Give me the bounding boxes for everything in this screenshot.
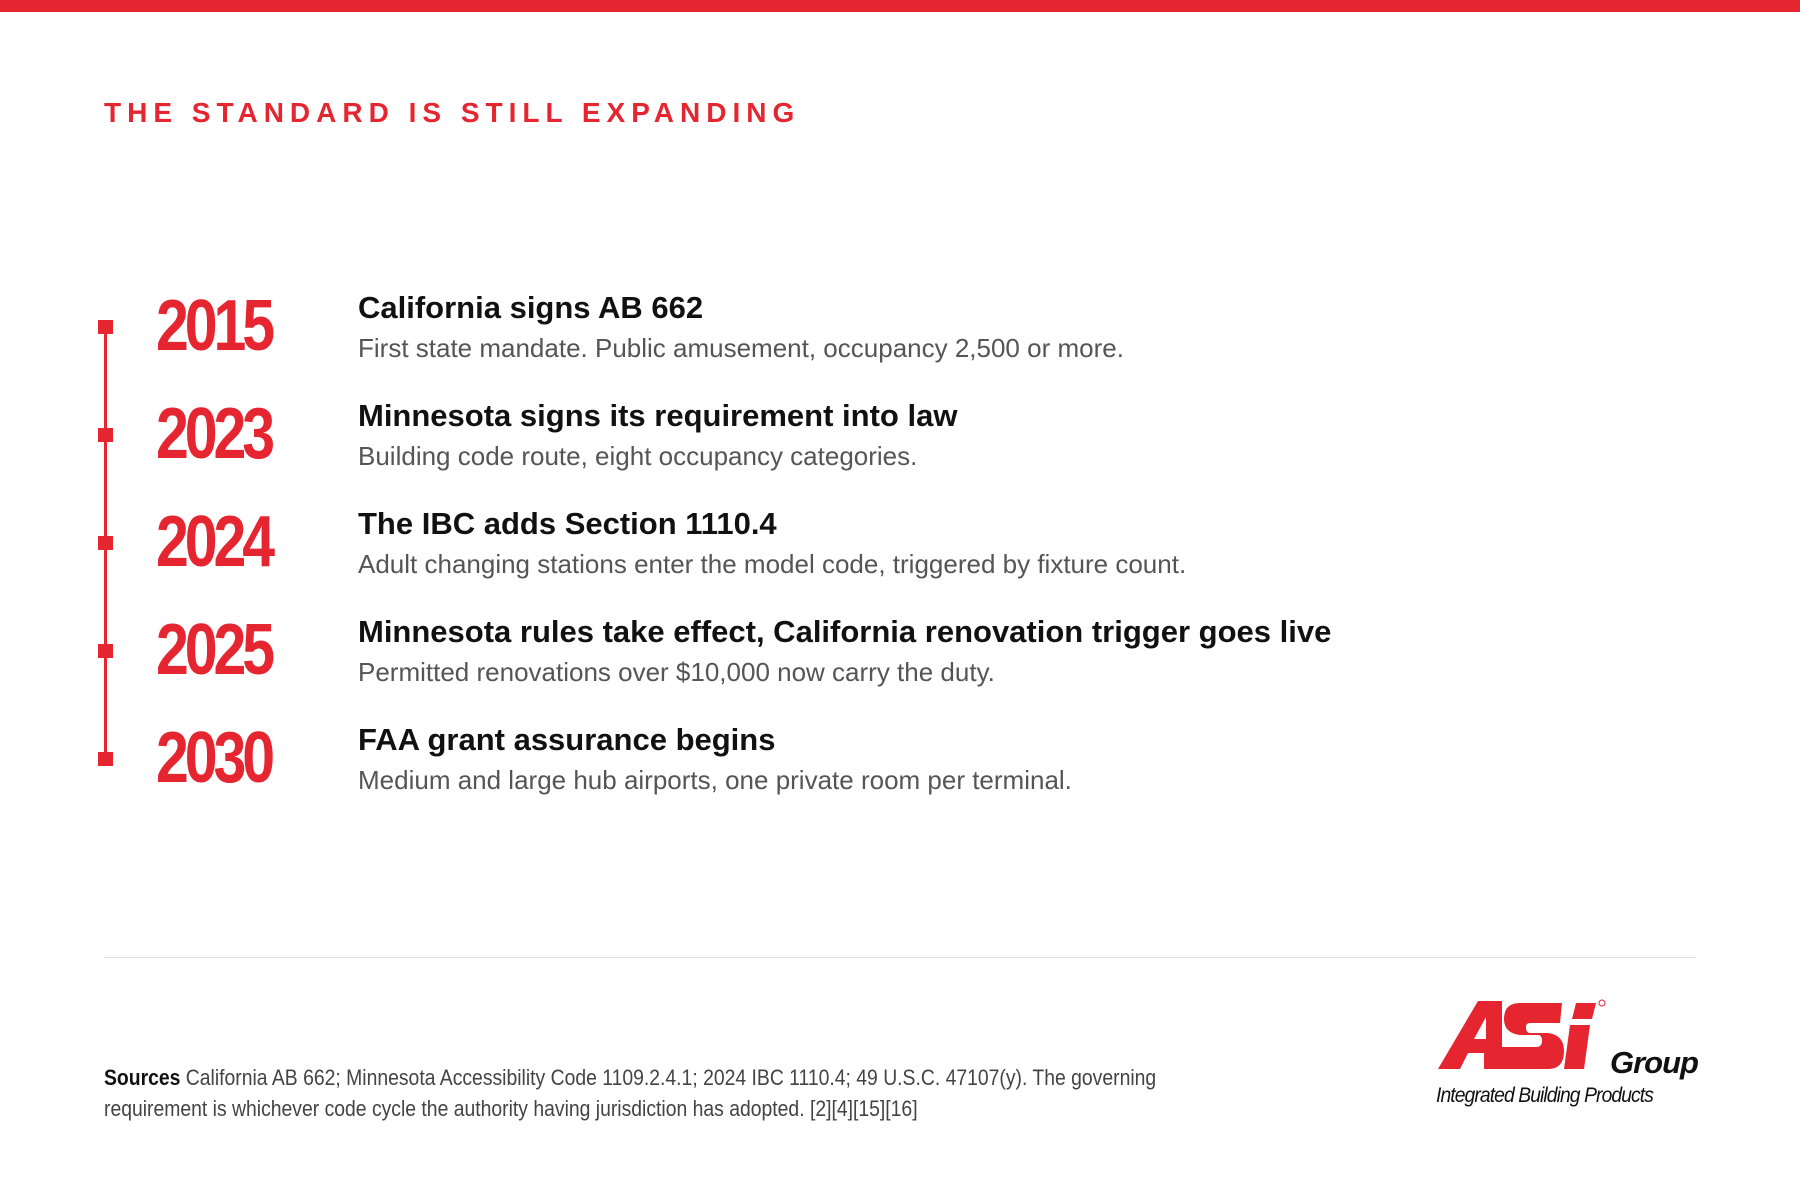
top-accent-bar bbox=[0, 0, 1800, 12]
timeline bbox=[90, 270, 1690, 810]
event-description: Building code route, eight occupancy categories. bbox=[358, 441, 918, 471]
timeline-event bbox=[90, 702, 1590, 810]
event-year: 2015 bbox=[156, 286, 271, 366]
event-title: Minnesota rules take effect, California renovation trigger goes live bbox=[358, 614, 1332, 649]
logo-group-text: Group bbox=[1610, 1045, 1698, 1080]
timeline-marker bbox=[98, 644, 113, 658]
event-description: Permitted renovations over $10,000 now carry the duty. bbox=[358, 657, 995, 687]
asi-logo-mark-icon bbox=[1430, 995, 1610, 1075]
timeline-event bbox=[90, 594, 1590, 702]
sources-label: Sources bbox=[104, 1065, 181, 1090]
timeline-event bbox=[90, 486, 1590, 594]
event-year: 2025 bbox=[156, 610, 271, 690]
footer-divider bbox=[104, 957, 1696, 958]
event-year: 2023 bbox=[156, 394, 271, 474]
timeline-marker bbox=[98, 536, 113, 550]
sources-text: California AB 662; Minnesota Accessibility Code 1109.2.4.1; 2024 IBC 1110.4; 49 U.S.C. 47107(y). The governing requirement is whichever code cycle the authority having jurisdiction has adopted. [2][4][15][16] bbox=[104, 1065, 1157, 1121]
page-kicker-title: THE STANDARD IS STILL EXPANDING bbox=[104, 97, 801, 128]
event-description: First state mandate. Public amusement, occupancy 2,500 or more. bbox=[358, 333, 1124, 363]
timeline-marker bbox=[98, 320, 113, 334]
event-title: California signs AB 662 bbox=[358, 290, 704, 325]
timeline-event bbox=[90, 378, 1590, 486]
event-title: FAA grant assurance begins bbox=[358, 722, 776, 757]
event-year: 2024 bbox=[156, 502, 271, 582]
asi-group-logo bbox=[1430, 995, 1710, 1115]
event-title: The IBC adds Section 1110.4 bbox=[358, 506, 777, 541]
event-year: 2030 bbox=[156, 718, 271, 798]
event-description: Medium and large hub airports, one private room per terminal. bbox=[358, 765, 1072, 795]
sources-note bbox=[104, 1062, 1195, 1124]
timeline-marker bbox=[98, 428, 113, 442]
timeline-event bbox=[90, 270, 1590, 378]
logo-tagline: Integrated Building Products bbox=[1436, 1084, 1653, 1107]
timeline-marker bbox=[98, 752, 113, 766]
event-description: Adult changing stations enter the model code, triggered by fixture count. bbox=[358, 549, 1187, 579]
event-title: Minnesota signs its requirement into law bbox=[358, 398, 958, 433]
